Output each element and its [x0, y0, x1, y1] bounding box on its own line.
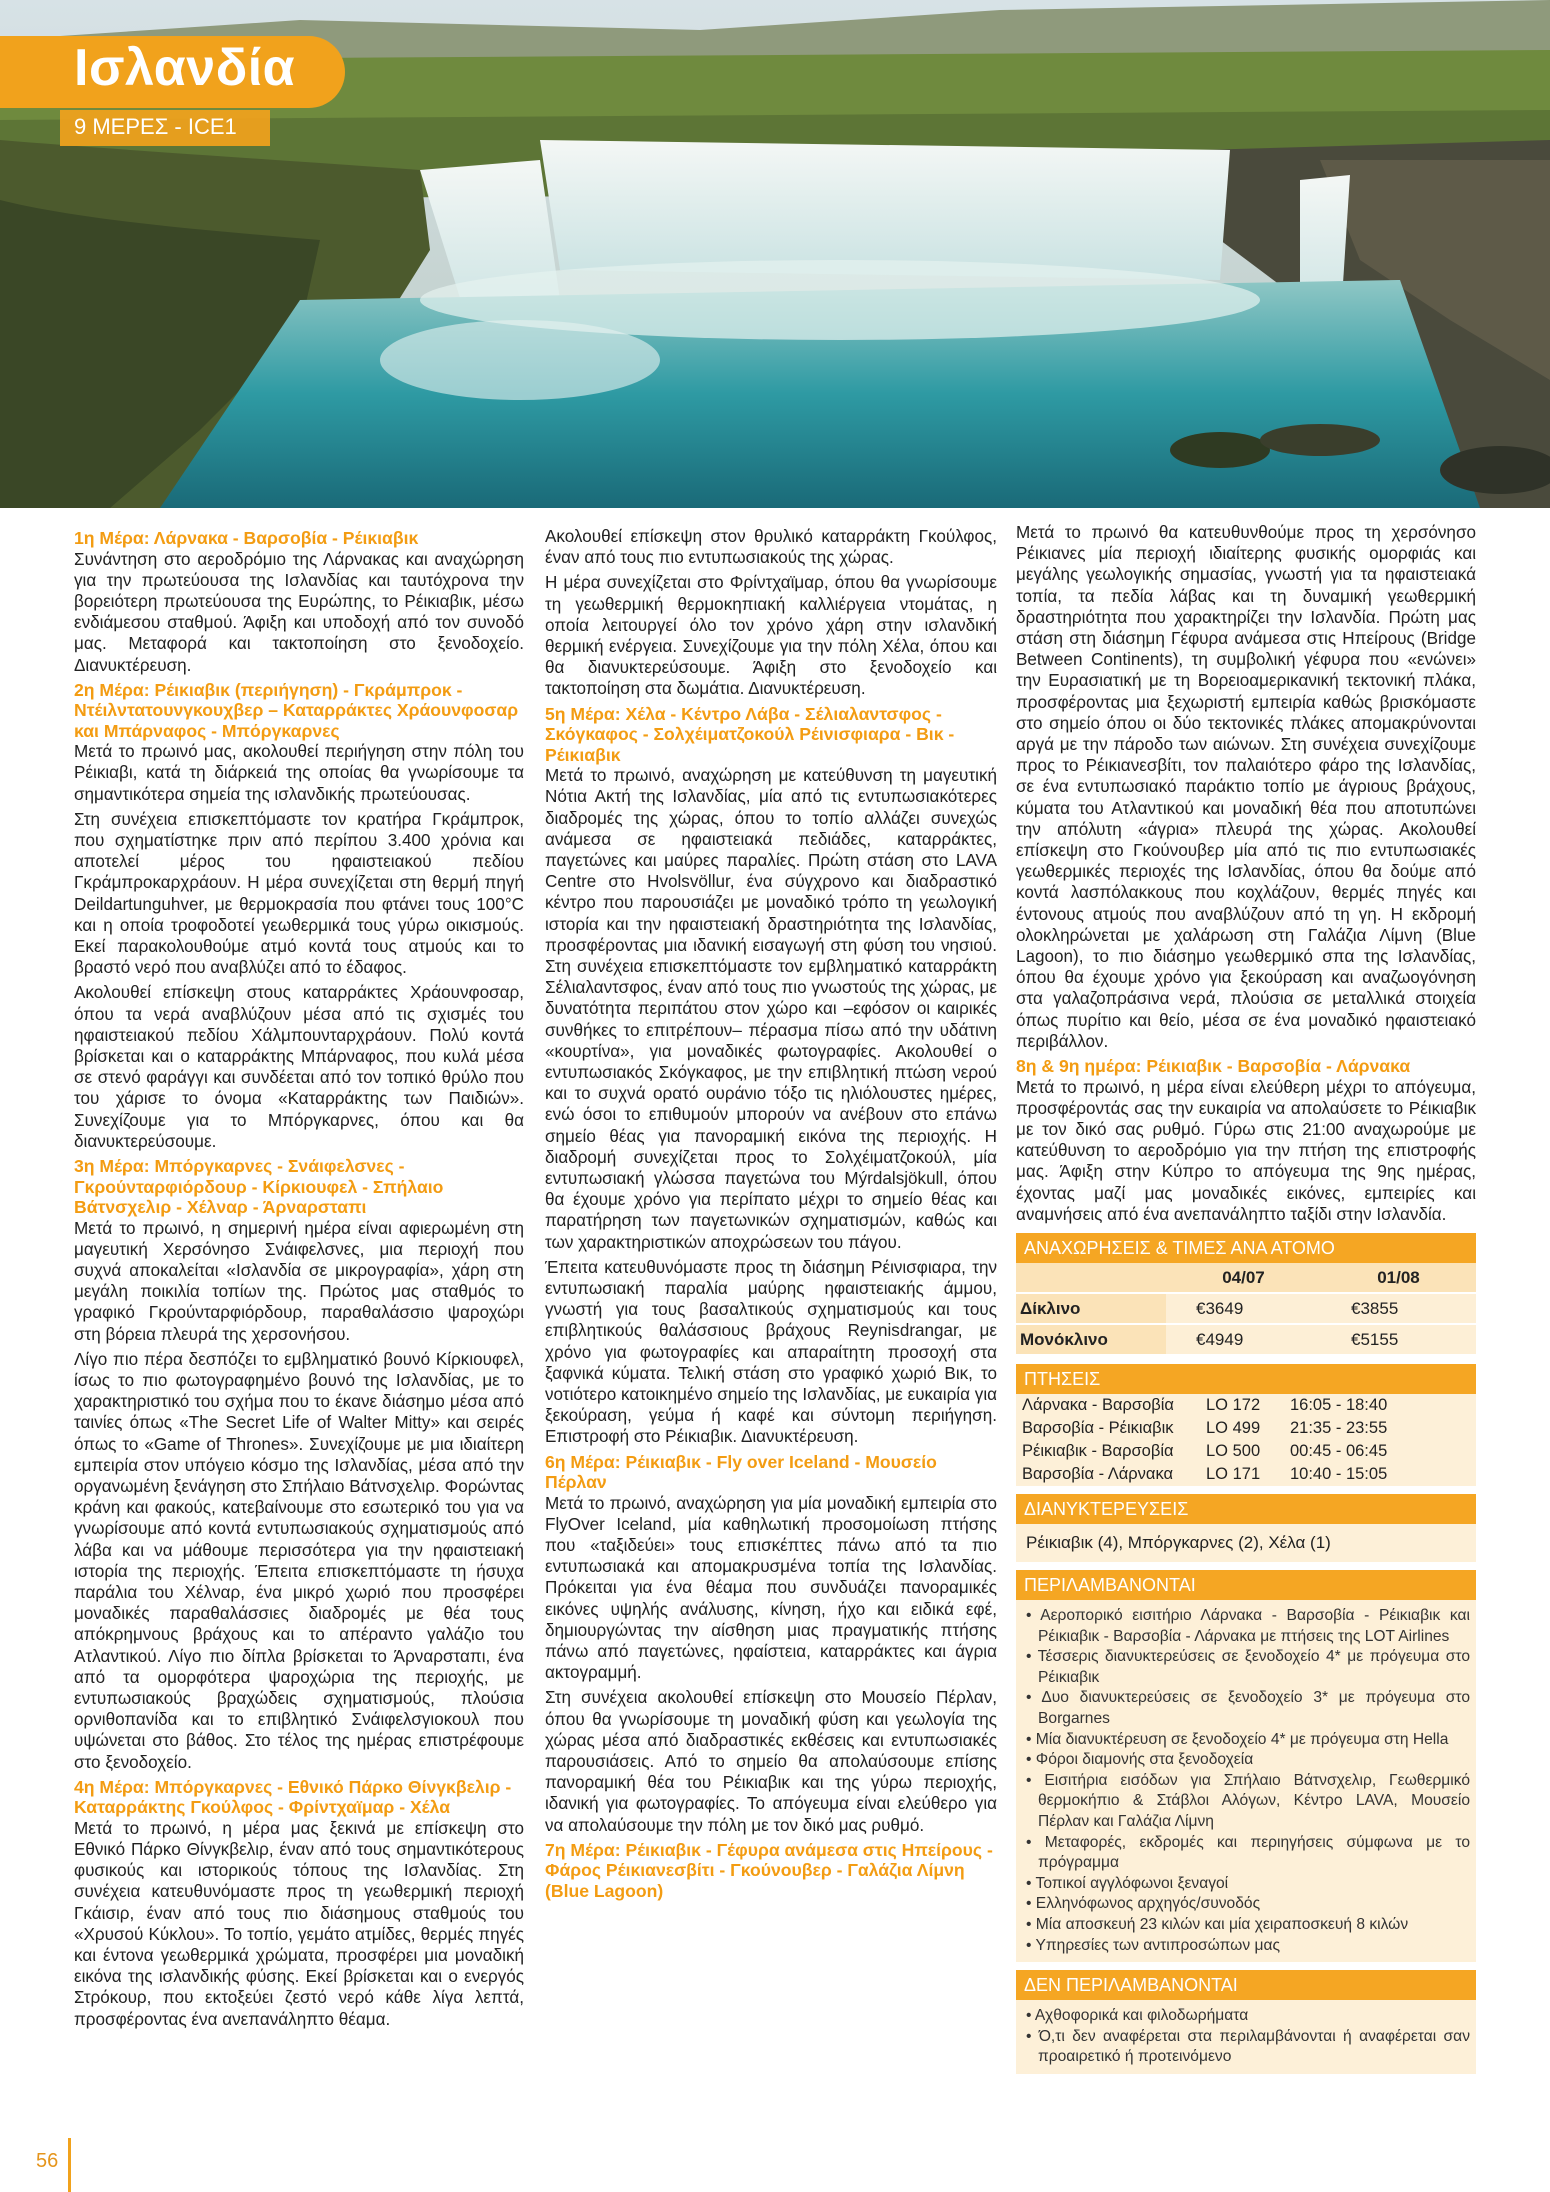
- title-tab: [0, 36, 345, 108]
- flight-time: 00:45 - 06:45: [1290, 1442, 1388, 1460]
- table-row: [1016, 1293, 1476, 1324]
- list-item: • Αχθοφορικά και φιλοδωρήματα: [1026, 2007, 1249, 2025]
- flights-header: ΠΤΗΣΕΙΣ: [1016, 1364, 1476, 1394]
- list-item: • Υπηρεσίες των αντιπροσώπων μας: [1026, 1936, 1280, 1954]
- list-item: • Ό,τι δεν αναφέρεται στα περιλαμβάνονται ή αναφέρεται σαν προαιρετικό ή προτεινόμενο: [1026, 2027, 1470, 2066]
- itinerary-column-2: [545, 526, 997, 1901]
- day5-text: Μετά το πρωινό, αναχώρηση με κατεύθυνση τη μαγευτική Νότια Ακτή της Ισλανδίας, μία από τις εντυπωσιακότερες διαδρομές της χώρας, όπου το τοπίο αλλάζει συνεχώς ανάμεσα σε ηφαιστειακά πεδιάδες, καταρράκτες, παγετώνες και μαύρες παραλίες. Πρώτη στάση στο LAVA Centre στο Hvolsvöllur, ένα σύγχρονο και διαδραστικό κέντρο που παρουσιάζει με μοναδικό τρόπο τη γεωλογική ιστορία και την ηφαιστειακή δραστηριότητα της Ισλανδίας, προσφέροντας μια ιδανική εισαγωγή στη φύση του νησιού. Στη συνέχεια επισκεπτόμαστε τον εμβληματικό καταρράκτη Σέλιαλαντσφος, έναν από τους πιο γνωστούς της χώρας, με δυνατότητα περιπάτου στον χώρο και –εφόσον οι καιρικές συνθήκες το επιτρέπουν– πέρασμα πίσω από την υδάτινη «κουρτίνα», για μοναδικές φωτογραφίες. Ακολουθεί ο εντυπωσιακός Σκόγκαφος, με την επιβλητική πτώση νερού και το συχνά ορατό ουράνιο τόξο τις ηλιόλουστες ημέρες, ενώ όσοι το επιθυμούν μπορούν να ανέβουν στο επάνω σημείο θέας για πανοραμική εικόνα της περιοχής. Η διαδρομή συνεχίζεται προς το Σολχέιματζοκούλ, μία εντυπωσιακή γλώσσα παγετώνα του Mýrdalsjökull, όπου θα έχουμε χρόνο για περίπατο μέχρι το σημείο θέας και παρατήρηση των παγετωνικών σχηματισμών, καθώς και των χαρακτηριστικών αποχρώσεων του πάγου.: [545, 766, 997, 1252]
- not-included-list: [1016, 2000, 1476, 2074]
- prices-header: ΑΝΑΧΩΡΗΣΕΙΣ & ΤΙΜΕΣ ΑΝΑ ΑΤΟΜΟ: [1016, 1233, 1476, 1263]
- prices-table: [1016, 1263, 1476, 1356]
- day3-title: 3η Μέρα: Μπόργκαρνες - Σνάιφελσνες - Γκρούνταρφιόρδουρ - Κίρκιουφελ - Σπήλαιο Βάτνσχελιρ - Χέλναρ - Άρναρσταπι: [74, 1156, 444, 1218]
- day7-text: Μετά το πρωινό θα κατευθυνθούμε προς τη χερσόνησο Ρέικιανες μία περιοχή ιδιαίτερης φυσικής ομορφιάς και μεγάλης γεωλογικής σημασίας, γνωστή για τα ηφαιστειακά τοπία, τα πεδία λάβας και τη δυναμική γεωθερμική δραστηριότητα που χαρακτηρίζει την Ισλανδία. Πρώτη μας στάση στη διάσημη Γέφυρα ανάμεσα στις Ηπείρους (Bridge Between Continents), τη συμβολική γέφυρα που «ενώνει» την Ευρασιατική με τη Βορειοαμερικανική τεκτονική πλάκα, προσφέροντας μια ξεχωριστή εμπειρία καθώς βρισκόμαστε στο σημείο όπου οι δύο τεκτονικές πλάκες απομακρύνονται αργά με την πάροδο των αιώνων. Στη συνέχεια συνεχίζουμε προς το Ρέικιανεσβίτι, τον παλαιότερο φάρο της Ισλανδίας, σε ένα εντυπωσιακό παράκτιο τοπίο με άγριους βράχους, κύματα του Ατλαντικού και μοναδική θέα που αποτυπώνει την απόλυτη «άγρια» πλευρά της χώρας. Ακολουθεί επίσκεψη στο Γκούνουβερ μία από τις πιο εντυπωσιακές γεωθερμικές περιοχές της Ισλανδίας, όπου θα δούμε από κοντά λασπόλακκους που κοχλάζουν, θερμές πηγές και έντονους ατμούς που αναβλύζουν από τη γη. Η εκδρομή ολοκληρώνεται με χαλάρωση στη Γαλάζια Λίμνη (Blue Lagoon), το πιο διάσημο γεωθερμικό σπα της Ισλανδίας, όπου θα έχουμε χρόνο για ξεκούραση και αναζωογόνηση στα γαλαζοπράσινα νερά, πλούσια σε μεταλλικά στοιχεία όπως πυρίτιο και θείο, μέσα σε ένα μοναδικό ηφαιστειακό περιβάλλον.: [1016, 523, 1476, 1051]
- day89-text: Μετά το πρωινό, η μέρα είναι ελεύθερη μέχρι το απόγευμα, προσφέροντάς σας την ευκαιρία να απολαύσετε το Ρέικιαβικ με τον δικό σας ρυθμό. Γύρω στις 21:00 αναχωρούμε με κατεύθυνση το αεροδρόμιο για την πτήση της επιστροφής μας. Άφιξη στην Κύπρο το απόγευμα της 9ης ημέρας, έχοντας μαζί μας μοναδικές εικόνες, εμπειρίες και αναμνήσεις από ένα ανεπανάληπτο ταξίδι στην Ισλανδία.: [1016, 1077, 1476, 1224]
- list-item: • Φόροι διαμονής στα ξενοδοχεία: [1026, 1751, 1254, 1769]
- title-banner: [0, 36, 350, 152]
- not-included-header: ΔΕΝ ΠΕΡΙΛΑΜΒΑΝΟΝΤΑΙ: [1016, 1970, 1476, 2000]
- prices-header-row: [1016, 1263, 1476, 1293]
- day6-text: Στη συνέχεια ακολουθεί επίσκεψη στο Μουσείο Πέρλαν, όπου θα γνωρίσουμε τη μοναδική φύση και γεωλογία της χώρας μέσα από διαδραστικές εκθέσεις και εντυπωσιακές παρουσιάσεις. Από το σημείο θα απολαύσουμε επίσης πανοραμική θέα του Ρέικιαβικ και της γύρω περιοχής, ιδανική για φωτογραφίες. Το απόγευμα είναι ελεύθερο για να απολαύσουμε την πόλη με τον δικό μας ρυθμό.: [545, 1688, 997, 1835]
- day4-title: 4η Μέρα: Μπόργκαρνες - Εθνικό Πάρκο Θίνγκβελιρ - Καταρράκτης Γκούλφος - Φρίντχαϊμαρ - Χέλα: [74, 1776, 512, 1818]
- table-row: [1016, 1463, 1476, 1486]
- included-list: [1016, 1600, 1476, 1962]
- day3-text: Μετά το πρωινό, η σημερινή ημέρα είναι αφιερωμένη στη μαγευτική Χερσόνησο Σνάιφελσνες, μια περιοχή που συχνά αποκαλείται «Ισλανδία σε μικρογραφία», χάρη στη μεγάλη ποικιλία τοπίων της. Πρώτος μας σταθμός το γραφικό Γκρούνταρφιόρδουρ, παραθαλάσσιο ψαροχώρι στη βόρεια πλευρά της χερσονήσου.: [74, 1218, 524, 1344]
- table-row: [1016, 1440, 1476, 1463]
- list-item: • Ελληνόφωνος αρχηγός/συνοδός: [1026, 1895, 1261, 1913]
- table-row: [1016, 1394, 1476, 1417]
- day2-text: Ακολουθεί επίσκεψη στους καταρράκτες Χράουνφοσαρ, όπου τα νερά αναβλύζουν μέσα από τις σχισμές του ηφαιστειακού πεδίου Χάλμπουνταρχράουν. Πολύ κοντά βρίσκεται και ο καταρράκτης Μπάρναφος, που κυλά μέσα σε στενό φαράγγι και συνδέεται από τον τοπικό θρύλο που του χάρισε το όνομα «Καταρράκτης των Παιδιών». Συνεχίζουμε για το Μπόργκαρνες, όπου και θα διανυκτερεύσουμε.: [74, 983, 524, 1151]
- date-col-1: 04/07: [1166, 1263, 1321, 1293]
- day1-text: Συνάντηση στο αεροδρόμιο της Λάρνακας και αναχώρηση για την πρωτεύουσα της Ισλανδίας και ταυτόχρονα την βορειότερη πρωτεύουσα της Ευρώπης, το Ρέικιαβικ, μέσω ενδιάμεσου σταθμού. Άφιξη και υποδοχή από τον συνοδό μας. Μεταφορά και τακτοποίηση στο ξενοδοχείο. Διανυκτέρευση.: [74, 549, 524, 675]
- list-item: • Δυο διανυκτερεύσεις σε ξενοδοχείο 3* με πρόγευμα στο Borgarnes: [1026, 1689, 1470, 1727]
- day4-text: Η μέρα συνεχίζεται στο Φρίντχαϊμαρ, όπου θα γνωρίσουμε τη γεωθερμική θερμοκηπιακή καλλιέργεια ντομάτας, η οποία λειτουργεί όλο τον χρόνο χάρη στην ισλανδική θερμική ενέργεια. Συνεχίζουμε για την πόλη Χέλα, όπου και θα διανυκτερεύσουμε. Άφιξη στο ξενοδοχείο και τακτοποίηση στα δωμάτια. Διανυκτέρευση.: [545, 573, 997, 699]
- list-item: • Τέσσερις διανυκτερεύσεις σε ξενοδοχείο 4* με πρόγευμα στο Ρέικιαβικ: [1026, 1648, 1470, 1686]
- flight-time: 10:40 - 15:05: [1290, 1465, 1388, 1483]
- room-type: Μονόκλινο: [1016, 1324, 1166, 1355]
- day5-text: Έπειτα κατευθυνόμαστε προς τη διάσημη Ρέινισφιαρα, την εντυπωσιακή παραλία μαύρης ηφαιστειακής άμμου, γνωστή για τους βασαλτικούς σχηματισμούς και τους επιβλητικούς θαλάσσιους βράχους Reynisdrangar, με χρόνο για φωτογραφίες και απαραίτητη προσοχή στα ξαφνικά κύματα. Τελική στάση στο γραφικό χωριό Βικ, το νοτιότερο κατοικημένο σημείο της Ισλανδίας, με ευκαιρία για ξεκούραση, γεύμα ή καφέ και σύντομη περιήγηση. Επιστροφή στο Ρέικιαβικ. Διανυκτέρευση.: [545, 1257, 997, 1447]
- trip-code: 9 ΜΕΡΕΣ - ICE1: [74, 114, 237, 139]
- day5-title: 5η Μέρα: Χέλα - Κέντρο Λάβα - Σέλιαλαντσφος - Σκόγκαφος - Σολχέιματζοκούλ Ρέινισφιαρα - Βικ - Ρέικιαβικ: [545, 703, 955, 765]
- day7-title: 7η Μέρα: Ρέικιαβικ - Γέφυρα ανάμεσα στις Ηπείρους - Φάρος Ρέικιανεσβίτι - Γκούνουβερ - Γαλάζια Λίμνη (Blue Lagoon): [545, 1839, 993, 1901]
- day2-text: Μετά το πρωινό μας, ακολουθεί περιήγηση στην πόλη του Ρέικιαβι, κατά τη διάρκειά της οποίας θα γνωρίσουμε τα σημαντικότερα σημεία της ισλανδικής πρωτεύουσας.: [74, 742, 524, 804]
- itinerary-column-1: [74, 526, 524, 2034]
- day3-text: Λίγο πιο πέρα δεσπόζει το εμβληματικό βουνό Κίρκιουφελ, ίσως το πιο φωτογραφημένο βουνό της Ισλανδίας, με το χαρακτηριστικό του σχήμα που το έκανε διάσημο μέσα από ταινίες όπως «The Secret Life of Walter Mitty» και σειρές όπως το «Game of Thrones». Συνεχίζουμε με μια ιδιαίτερη εμπειρία στον υπόγειο κόσμο της Ισλανδίας, μέσα από την οργανωμένη ξενάγηση στο Σπήλαιο Βάτνσχελιρ. Φορώντας κράνη και φακούς, κατεβαίνουμε στο εσωτερικό του για να γνωρίσουμε από κοντά εντυπωσιακούς σχηματισμούς από λάβα και να μάθουμε περισσότερα για την ηφαιστειακή ιστορία της περιοχής. Έπειτα επισκεπτόμαστε τη ήσυχα παράλια του Χέλναρ, ένα μικρό χωριό που προσφέρει μοναδικές παραθαλάσσιες διαδρομές με θέα τους απόκρημνους βράχους και το απέραντο γαλάζιο του Ατλαντικού. Λίγο πιο δίπλα βρίσκεται το Άρναρσταπι, ένα από τα ομορφότερα ψαροχώρια της περιοχής, με εντυπωσιακούς βραχώδεις σχηματισμούς, πλούσια ορνιθοπανίδα και το επιβλητικό Σνάιφελσγιοκουλ που υψώνεται στο βάθος. Στο τέλος της ημέρας επιστρέφουμε στο ξενοδοχείο.: [74, 1349, 524, 1772]
- subtitle-tab: [60, 110, 270, 146]
- overnights-header: ΔΙΑΝΥΚΤΕΡΕΥΣΕΙΣ: [1016, 1494, 1476, 1524]
- overnights-text: Ρέικιαβικ (4), Μπόργκαρνες (2), Χέλα (1): [1016, 1524, 1476, 1562]
- flight-code: LO 172: [1206, 1396, 1261, 1414]
- day6-text: Μετά το πρωινό, αναχώρηση για μία μοναδική εμπειρία στο FlyOver Iceland, μία καθηλωτική προσομοίωση πτήσης που «ταξιδεύει» τους επισκέπτες πάνω από τα πιο εντυπωσιακά και απομακρυσμένα τοπία της Ισλανδίας. Πρόκειται για ένα θέαμα που συνδυάζει πανοραμικές εικόνες υψηλής ανάλυσης, κίνηση, ήχο και ειδικά εφέ, δημιουργώντας την αίσθηση μιας πραγματικής πτήσης πάνω από παγετώνες, ηφαίστεια, καταρράκτες και άγρια ακτογραμμή.: [545, 1493, 997, 1683]
- page-number-bar: [68, 2138, 71, 2192]
- flight-route: Λάρνακα - Βαρσοβία: [1022, 1396, 1174, 1414]
- flights-table: [1016, 1394, 1476, 1486]
- flight-route: Ρέικιαβικ - Βαρσοβία: [1022, 1442, 1174, 1460]
- day89-title: 8η & 9η ημέρα: Ρέικιαβικ - Βαρσοβία - Λάρνακα: [1016, 1056, 1411, 1077]
- list-item: • Μία διανυκτέρευση σε ξενοδοχείο 4* με πρόγευμα στη Hella: [1026, 1730, 1449, 1748]
- info-column: [1016, 523, 1476, 2074]
- flight-time: 16:05 - 18:40: [1290, 1396, 1388, 1414]
- day2-title: 2η Μέρα: Ρέικιαβικ (περιήγηση) - Γκράμπροκ - Ντέιλντατουνγκουχβερ – Καταρράκτες Χράουνφοσαρ και Μπάρναφος - Μπόργκαρνες: [74, 679, 519, 741]
- day4-text: Ακολουθεί επίσκεψη στον θρυλικό καταρράκτη Γκούλφος, έναν από τους πιο εντυπωσιακούς της χώρας.: [545, 527, 997, 568]
- list-item: • Μία αποσκευή 23 κιλών και μία χειραποσκευή 8 κιλών: [1026, 1915, 1409, 1933]
- flight-code: LO 171: [1206, 1465, 1261, 1483]
- table-row: [1016, 1324, 1476, 1355]
- flight-code: LO 500: [1206, 1442, 1261, 1460]
- price-cell: €3855: [1321, 1293, 1476, 1324]
- room-type: Δίκλινο: [1016, 1293, 1166, 1324]
- price-cell: €5155: [1321, 1324, 1476, 1355]
- day1-title: 1η Μέρα: Λάρνακα - Βαρσοβία - Ρέικιαβικ: [74, 528, 419, 548]
- flight-code: LO 499: [1206, 1419, 1261, 1437]
- day2-text: Στη συνέχεια επισκεπτόμαστε τον κρατήρα Γκράμπροκ, που σχηματίστηκε πριν από περίπου 3.400 χρόνια και αποτελεί μέρος του ηφαιστειακού πεδίου Γκράμπροκαρχράουν. Η μέρα συνεχίζεται στη θερμή πηγή Deildartunguhver, με θερμοκρασία που φτάνει τους 100°C και η οποία τροφοδοτεί γεωθερμικά τους γύρω οικισμούς. Εκεί παρακολουθούμε ατμό κοντά τους ατμούς και το βραστό νερό που αναβλύζει από το έδαφος.: [74, 809, 524, 978]
- list-item: • Εισιτήρια εισόδων για Σπήλαιο Βάτνσχελιρ, Γεωθερμικό θερμοκήπιο & Στάβλοι Αλόγων, Κέντρο LAVA, Μουσείο Πέρλαν και Γαλάζια Λίμνη: [1026, 1771, 1470, 1830]
- price-cell: €4949: [1166, 1324, 1321, 1355]
- table-row: [1016, 1417, 1476, 1440]
- date-col-2: 01/08: [1321, 1263, 1476, 1293]
- flight-route: Βαρσοβία - Ρέικιαβικ: [1022, 1419, 1174, 1437]
- day6-title: 6η Μέρα: Ρέικιαβικ - Fly over Iceland - Μουσείο Πέρλαν: [545, 1451, 937, 1493]
- page-number: 56: [36, 2150, 59, 2172]
- list-item: • Αεροπορικό εισιτήριο Λάρνακα - Βαρσοβία - Ρέικιαβικ και Ρέικιαβικ - Βαρσοβία - Λάρνακα με πτήσεις της LOT Airlines: [1026, 1607, 1470, 1645]
- list-item: • Μεταφορές, εκδρομές και περιηγήσεις σύμφωνα με το πρόγραμμα: [1026, 1833, 1470, 1872]
- day4-text: Μετά το πρωινό, η μέρα μας ξεκινά με επίσκεψη στο Εθνικό Πάρκο Θίνγκβελιρ, έναν από τους σημαντικότερους φυσικούς και ιστορικούς τόπους της Ισλανδίας. Στη συνέχεια κατευθυνόμαστε προς τη γεωθερμική περιοχή Γκάισιρ, έναν από τους πιο διάσημους σταθμούς του «Χρυσού Κύκλου». Το τοπίο, γεμάτο ατμίδες, θερμές πηγές και έντονα γεωθερμικά χρώματα, προσφέρει μια μοναδική εικόνα της ισλανδικής φύσης. Εκεί βρίσκεται και ο ενεργός Στρόκουρ, που εκτοξεύει ζεστό νερό κάθε λίγα λεπτά, προσφέροντας ένα ανεπανάληπτο θέαμα.: [74, 1818, 524, 2029]
- included-header: ΠΕΡΙΛΑΜΒΑΝΟΝΤΑΙ: [1016, 1570, 1476, 1600]
- page-title: Ισλανδία: [74, 39, 296, 97]
- price-cell: €3649: [1166, 1293, 1321, 1324]
- list-item: • Τοπικοί αγγλόφωνοι ξεναγοί: [1026, 1874, 1229, 1892]
- flight-time: 21:35 - 23:55: [1290, 1419, 1388, 1437]
- flight-route: Βαρσοβία - Λάρνακα: [1022, 1465, 1174, 1483]
